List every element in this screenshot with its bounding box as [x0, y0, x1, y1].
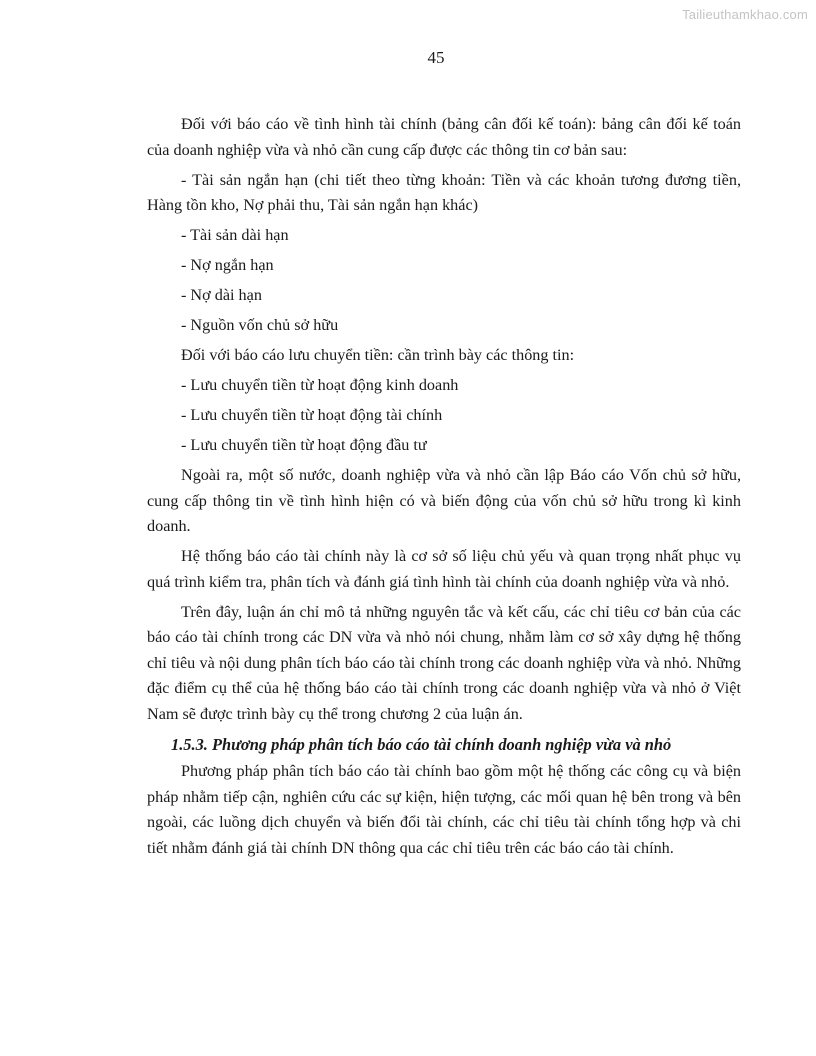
list-item-short-term-assets: - Tài sản ngắn hạn (chi tiết theo từng khoản: Tiền và các khoản tương đương tiền, Hàng tồn kho, Nợ phải thu, Tài sản ngắn hạn khác): [147, 170, 741, 214]
list-item-financing-cash-flow: - Lưu chuyển tiền từ hoạt động tài chính: [181, 406, 443, 424]
list-item-short-term-liabilities: - Nợ ngắn hạn: [181, 256, 274, 274]
list-item-owner-equity: - Nguồn vốn chủ sở hữu: [181, 316, 339, 334]
list-item-operating-cash-flow: - Lưu chuyển tiền từ hoạt động kinh doanh: [181, 376, 459, 394]
paragraph-equity-report: Ngoài ra, một số nước, doanh nghiệp vừa và nhỏ cần lập Báo cáo Vốn chủ sở hữu, cung cấp thông tin về tình hình hiện có và biến động của vốn chủ sở hữu trong kì kinh doanh.: [147, 466, 741, 535]
paragraph-report-system: Hệ thống báo cáo tài chính này là cơ sở số liệu chủ yếu và quan trọng nhất phục vụ quá trình kiểm tra, phân tích và đánh giá tình hình tài chính của doanh nghiệp vừa và nhỏ.: [147, 547, 741, 591]
paragraph-balance-sheet-intro: Đối với báo cáo về tình hình tài chính (bảng cân đối kế toán): bảng cân đối kế toán của doanh nghiệp vừa và nhỏ cần cung cấp được các thông tin cơ bản sau:: [147, 115, 741, 159]
list-item-long-term-liabilities: - Nợ dài hạn: [181, 286, 262, 304]
list-item-long-term-assets: - Tài sản dài hạn: [181, 226, 289, 244]
paragraph-cash-flow-intro: Đối với báo cáo lưu chuyển tiền: cần trình bày các thông tin:: [181, 346, 575, 364]
page-number: 45: [427, 48, 445, 67]
watermark: Tailieuthamkhao.com: [682, 7, 808, 22]
section-heading: 1.5.3. Phương pháp phân tích báo cáo tài chính doanh nghiệp vừa và nhỏ: [171, 734, 672, 754]
paragraph-analysis-method: Phương pháp phân tích báo cáo tài chính bao gồm một hệ thống các công cụ và biện pháp nhằm tiếp cận, nghiên cứu các sự kiện, hiện tượng, các mối quan hệ bên trong và bên ngoài, các luồng dịch chuyển và biến đổi tài chính, các chỉ tiêu tài chính tổng hợp và chi tiết nhằm đánh giá tài chính DN thông qua các chỉ tiêu trên các báo cáo tài chính.: [147, 762, 741, 857]
paragraph-summary: Trên đây, luận án chỉ mô tả những nguyên tắc và kết cấu, các chỉ tiêu cơ bản của các báo cáo tài chính trong các DN vừa và nhỏ nói chung, nhằm làm cơ sở xây dựng hệ thống chỉ tiêu và nội dung phân tích báo cáo tài chính trong các doanh nghiệp vừa và nhỏ. Những đặc điểm cụ thể của hệ thống báo cáo tài chính trong các doanh nghiệp vừa và nhỏ ở Việt Nam sẽ được trình bày cụ thể trong chương 2 của luận án.: [147, 602, 741, 723]
document-body: [147, 112, 741, 866]
list-item-investing-cash-flow: - Lưu chuyển tiền từ hoạt động đầu tư: [181, 436, 427, 454]
